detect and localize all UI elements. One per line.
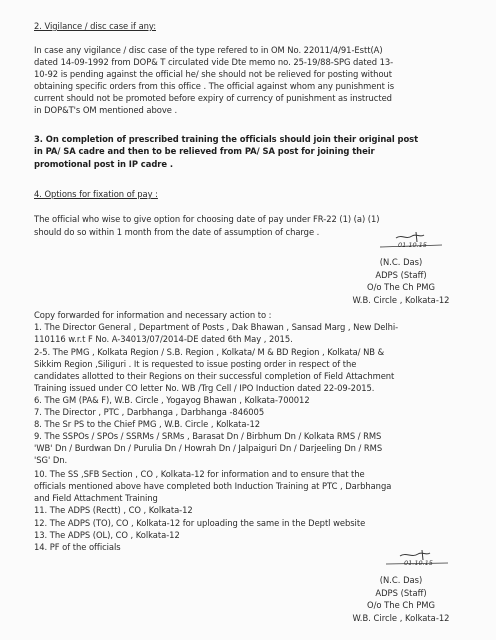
copy-line: 13. The ADPS (OL), CO , Kolkata-12 [34, 530, 180, 540]
copy-line: candidates allotted to their Regions on their successful completion of Field Attachment [34, 371, 395, 381]
copy-line: 8. The Sr PS to the Chief PMG , W.B. Circle , Kolkata-12 [34, 419, 261, 429]
date-scribble: 01.10.15 [404, 559, 433, 567]
copy-line: 1. The Director General , Department of Posts , Dak Bhawan , Sansad Marg , New Delhi- [34, 322, 399, 332]
copy-line: 11. The ADPS (Rectt) , CO , Kolkata-12 [34, 505, 193, 515]
copy-line: 110116 w.r.t F No. A-34013/07/2014-DE dated 6th May , 2015. [34, 334, 293, 344]
section2-line: in DOP&T's OM mentioned above . [34, 105, 178, 115]
section2-line: dated 14-09-1992 from DOP& T circulated vide Dte memo no. 25-19/88-SPG dated 13- [34, 57, 394, 67]
copy-line: 12. The ADPS (TO), CO , Kolkata-12 for uploading the same in the Deptl website [34, 518, 366, 528]
copy-line: and Field Attachment Training [34, 493, 158, 503]
copy-line: 14. PF of the officials [34, 542, 121, 552]
copy-line: 2-5. The PMG , Kolkata Region / S.B. Region , Kolkata/ M & BD Region , Kolkata/ NB & [34, 347, 385, 357]
copy-line: 10. The SS ,SFB Section , CO , Kolkata-12 for information and to ensure that the [34, 469, 365, 479]
copy-line: Sikkim Region ,Siliguri . It is requested to issue posting order in respect of the [34, 359, 357, 369]
copy-intro: Copy forwarded for information and necessary action to : [34, 310, 272, 320]
copy-line: 7. The Director , PTC , Darbhanga , Darbhanga -846005 [34, 407, 265, 417]
section3-line: promotional post in IP cadre . [34, 159, 173, 169]
copy-line: 'SG' Dn. [34, 455, 68, 465]
signatory-name: (N.C. Das) [379, 575, 423, 585]
signature-block [326, 256, 476, 306]
signature-block [326, 574, 476, 624]
copy-line: 6. The GM (PA& F), W.B. Circle , Yogayog Bhawan , Kolkata-700012 [34, 395, 310, 405]
section3-line: in PA/ SA cadre and then to be relieved from PA/ SA post for joining their [34, 146, 375, 156]
section2-line: current should not be promoted before expiry of currency of punishment as instructed [34, 93, 392, 103]
signatory-designation: ADPS (Staff) [375, 269, 427, 280]
section4-line: The official who wise to give option for choosing date of pay under FR-22 (1) (a) (1) [34, 214, 380, 224]
copy-line: 9. The SSPOs / SPOs / SSRMs / SRMs , Barasat Dn / Birbhum Dn / Kolkata RMS / RMS [34, 431, 382, 441]
section3-line: 3. On completion of prescribed training the officials should join their original post [34, 134, 419, 144]
signatory-designation: ADPS (Staff) [375, 587, 427, 598]
signatory-office: O/o The Ch PMG [366, 600, 436, 610]
signatory-office: O/o The Ch PMG [366, 282, 436, 292]
signatory-circle: W.B. Circle , Kolkata-12 [352, 294, 450, 305]
section2-heading: 2. Vigilance / disc case if any: [34, 21, 156, 31]
copy-line: 'WB' Dn / Burdwan Dn / Purulia Dn / Howrah Dn / Jalpaiguri Dn / Darjeeling Dn / RMS [34, 443, 383, 453]
signatory-name: (N.C. Das) [379, 257, 423, 267]
section4-line: should do so within 1 month from the date of assumption of charge . [34, 227, 320, 237]
section4-heading: 4. Options for fixation of pay : [34, 189, 158, 199]
signatory-circle: W.B. Circle , Kolkata-12 [352, 612, 450, 623]
section2-line: In case any vigilance / disc case of the type refered to in OM No. 22011/4/91-Estt(A) [34, 45, 383, 55]
date-scribble: 01.10.15 [398, 241, 427, 249]
copy-line: officials mentioned above have completed both Induction Training at PTC , Darbhanga [34, 481, 392, 491]
copy-line: Training issued under CO letter No. WB /Trg Cell / IPO Induction dated 22-09-2015. [34, 383, 375, 393]
section2-line: 10-92 is pending against the official he/ she should not be relieved for posting without [34, 69, 393, 79]
section2-line: obtaining specific orders from this office . The official against whom any punishment is [34, 81, 395, 91]
